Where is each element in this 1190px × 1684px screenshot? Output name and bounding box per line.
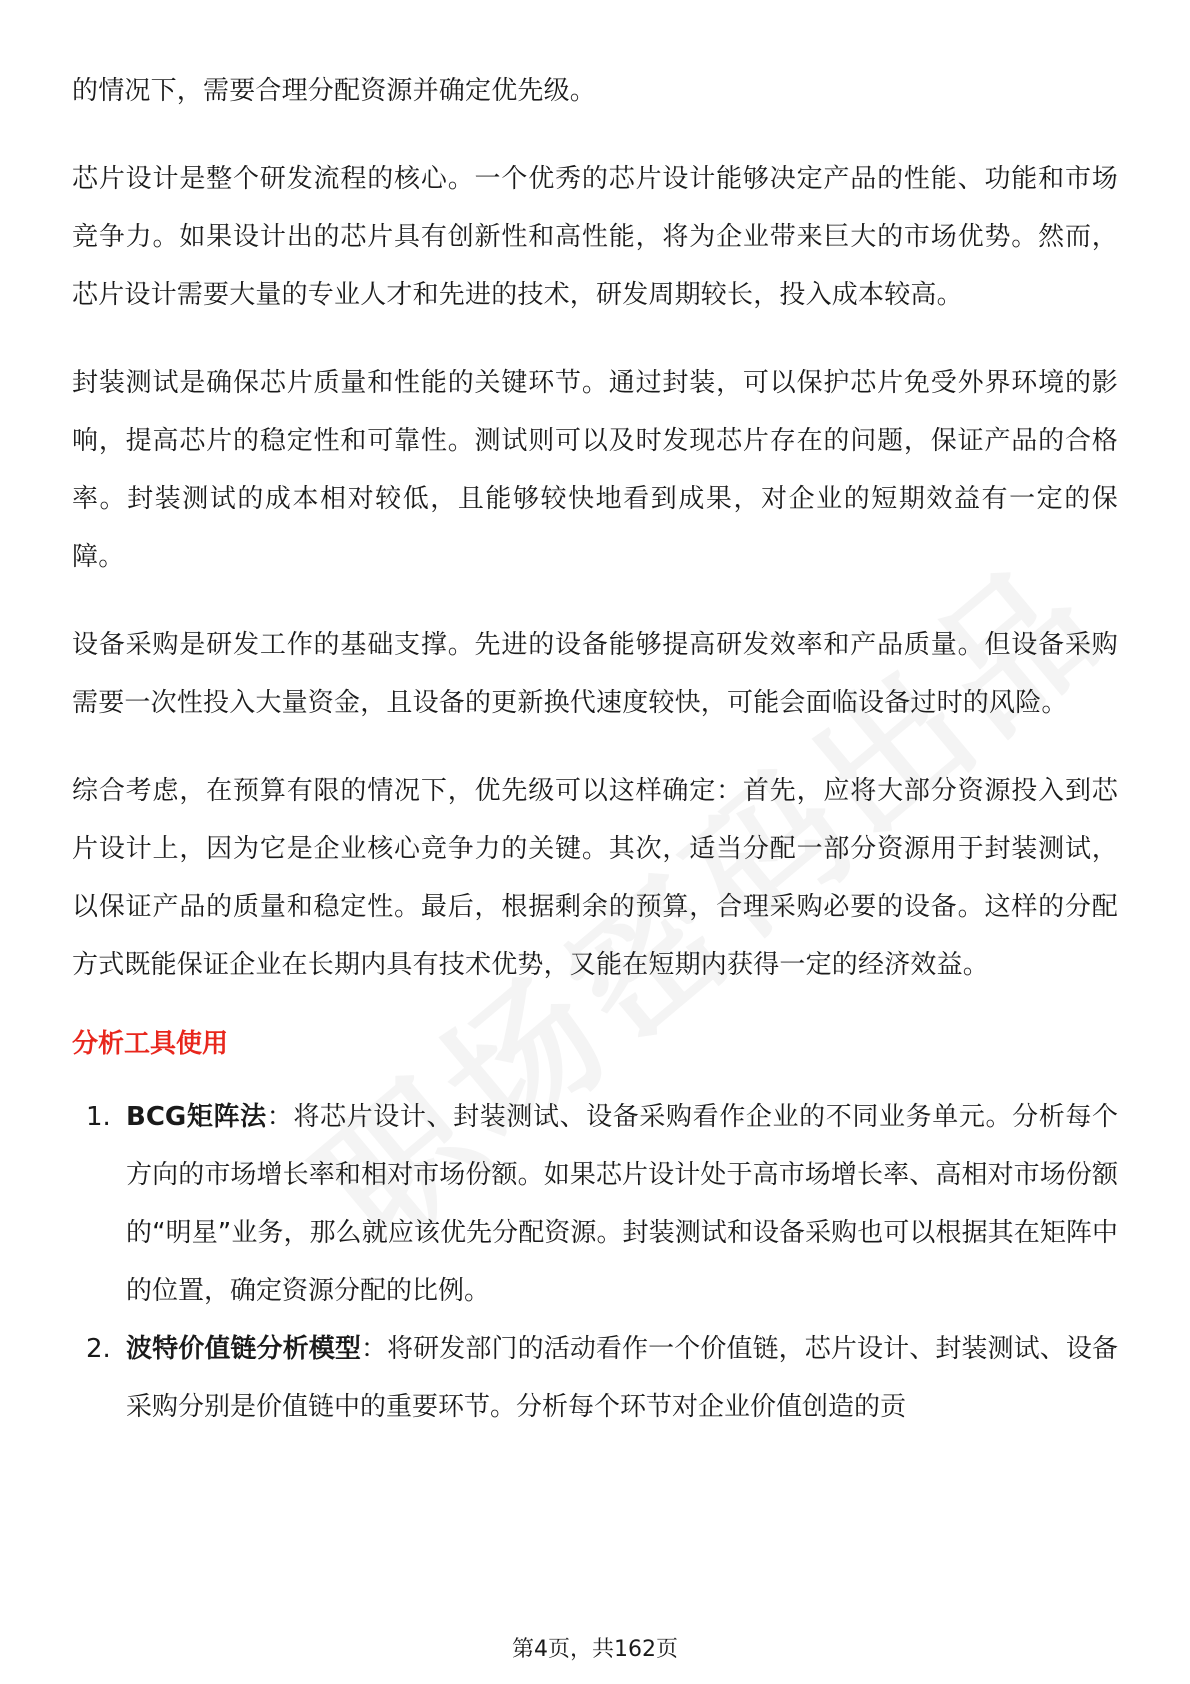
paragraph-2: 芯片设计是整个研发流程的核心。一个优秀的芯片设计能够决定产品的性能、功能和市场竞争力。如果设计出的芯片具有创新性和高性能，将为企业带来巨大的市场优势。然而，芯片设计需要大量的专业人才和先进的技术，研发周期较长，投入成本较高。 xyxy=(72,164,1118,310)
paragraph-3: 封装测试是确保芯片质量和性能的关键环节。通过封装，可以保护芯片免受外界环境的影响，提高芯片的稳定性和可靠性。测试则可以及时发现芯片存在的问题，保证产品的合格率。封装测试的成本相对较低，且能够较快地看到成果，对企业的短期效益有一定的保障。 xyxy=(72,368,1118,572)
paragraph-1: 的情况下，需要合理分配资源并确定优先级。 xyxy=(72,76,597,106)
list-item xyxy=(72,1088,1118,1320)
page-content xyxy=(72,62,1118,1436)
list-term: BCG矩阵法 xyxy=(126,1102,267,1132)
list-number: 1. xyxy=(86,1102,111,1132)
page-footer: 第4页，共162页 xyxy=(512,1637,678,1662)
paragraph-5: 综合考虑，在预算有限的情况下，优先级可以这样确定：首先，应将大部分资源投入到芯片设计上，因为它是企业核心竞争力的关键。其次，适当分配一部分资源用于封装测试，以保证产品的质量和稳定性。最后，根据剩余的预算，合理采购必要的设备。这样的分配方式既能保证企业在长期内具有技术优势，又能在短期内获得一定的经济效益。 xyxy=(72,776,1118,980)
list-text: ：将芯片设计、封装测试、设备采购看作企业的不同业务单元。分析每个方向的市场增长率和相对市场份额。如果芯片设计处于高市场增长率、高相对市场份额的“明星”业务，那么就应该优先分配资源。封装测试和设备采购也可以根据其在矩阵中的位置，确定资源分配的比例。 xyxy=(126,1102,1118,1306)
analysis-tools-list xyxy=(72,1088,1118,1436)
section-heading: 分析工具使用 xyxy=(72,1029,229,1059)
paragraph-4: 设备采购是研发工作的基础支撑。先进的设备能够提高研发效率和产品质量。但设备采购需要一次性投入大量资金，且设备的更新换代速度较快，可能会面临设备过时的风险。 xyxy=(72,630,1118,718)
list-term: 波特价值链分析模型 xyxy=(126,1334,361,1364)
list-text: ：将研发部门的活动看作一个价值链，芯片设计、封装测试、设备采购分别是价值链中的重要环节。分析每个环节对企业价值创造的贡 xyxy=(126,1334,1118,1422)
list-item xyxy=(72,1320,1118,1436)
list-number: 2. xyxy=(86,1334,111,1364)
